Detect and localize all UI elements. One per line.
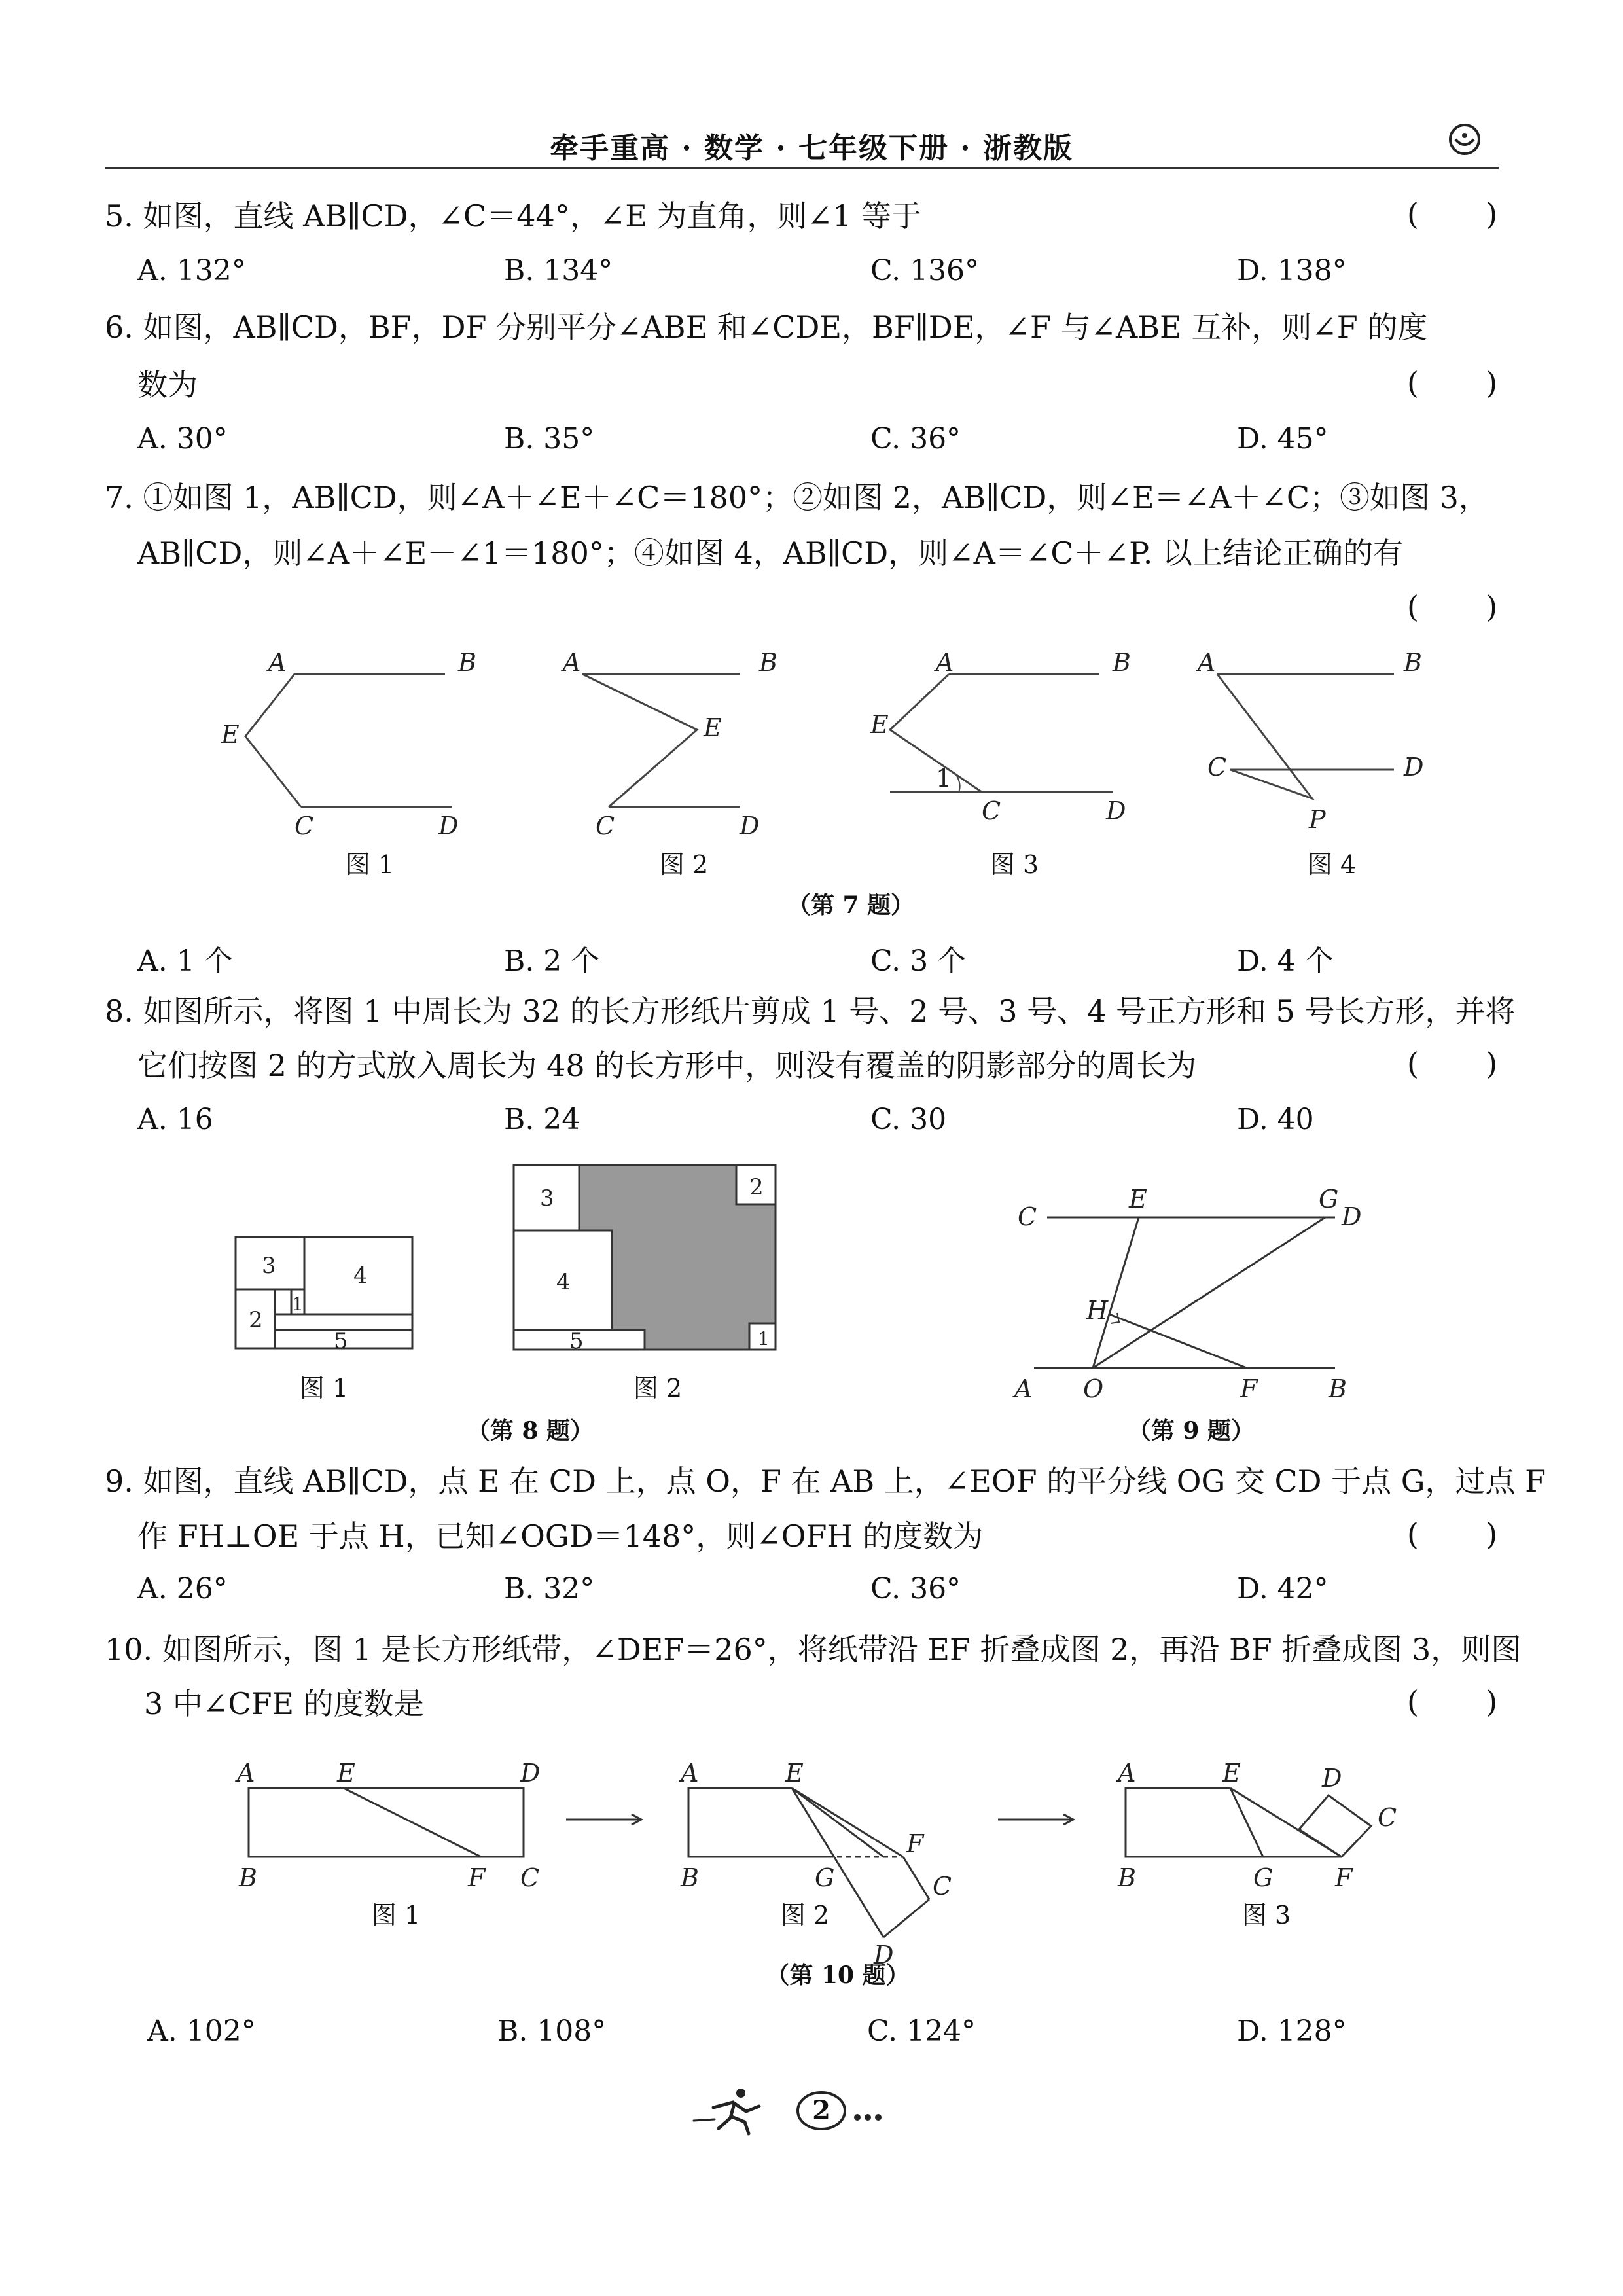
- q9-line-og: [1093, 1217, 1325, 1368]
- question-9-text-line1: 9. 如图，直线 AB∥CD，点 E 在 CD 上，点 O，F 在 AB 上，∠EOF 的平分线 OG 交 CD 于点 G，过点 F: [105, 1463, 1546, 1499]
- q10-fig2-caption: 图 2: [780, 1901, 830, 1929]
- q10-fig1-label-f: F: [468, 1863, 486, 1892]
- q7-option-c[interactable]: C. 3 个: [870, 944, 967, 978]
- q10-fig1-label-a: A: [237, 1759, 255, 1787]
- q8-option-c[interactable]: C. 30: [870, 1103, 947, 1136]
- q5-option-d[interactable]: D. 138°: [1237, 254, 1347, 287]
- q10-option-a[interactable]: A. 102°: [147, 2015, 256, 2048]
- fig4-path-apc: [1217, 674, 1312, 798]
- q10-fig3-label-c: C: [1378, 1803, 1397, 1832]
- page-footer: [681, 2081, 942, 2140]
- fig3-label-e: E: [870, 710, 889, 739]
- question-7-answer-blank[interactable]: ( ): [1407, 589, 1498, 624]
- question-7-text-line2: AB∥CD，则∠A＋∠E－∠1＝180°；④如图 4，AB∥CD，则∠A＝∠C＋∠P. 以上结论正确的有: [137, 535, 1403, 571]
- fig4-label-d: D: [1404, 753, 1424, 781]
- q8-caption: （第 8 题）: [466, 1417, 594, 1444]
- fig2-label-b: B: [759, 648, 777, 677]
- q8-fig2-label-1: 1: [758, 1328, 770, 1350]
- q7-option-d[interactable]: D. 4 个: [1237, 944, 1334, 978]
- fig3-label-1: 1: [936, 764, 952, 793]
- q10-fig2-label-f: F: [906, 1829, 924, 1858]
- q10-fig3-caption: 图 3: [1241, 1901, 1291, 1929]
- q7-fig3-caption: 图 3: [990, 850, 1039, 879]
- q9-line-oe: [1093, 1217, 1139, 1368]
- question-10-text-line1: 10. 如图所示，图 1 是长方形纸带，∠DEF＝26°，将纸带沿 EF 折叠成图 2，再沿 BF 折叠成图 3，则图: [105, 1632, 1522, 1667]
- question-5-text: 5. 如图，直线 AB∥CD，∠C＝44°，∠E 为直角，则∠1 等于: [105, 198, 921, 234]
- q9-label-d: D: [1342, 1202, 1362, 1231]
- fig3-label-a: A: [936, 648, 954, 677]
- q10-fig3-label-f: F: [1335, 1863, 1353, 1892]
- q10-fig2-label-b: B: [681, 1863, 699, 1892]
- question-6-text-line2: 数为: [137, 367, 198, 403]
- runner-icon: [694, 2089, 759, 2134]
- q7-fig2-caption: 图 2: [659, 850, 709, 879]
- q5-option-a[interactable]: A. 132°: [137, 254, 246, 287]
- q10-fig3-strip: [1126, 1788, 1342, 1857]
- q10-fig1-caption: 图 1: [371, 1901, 421, 1929]
- question-8-text-line1: 8. 如图所示，将图 1 中周长为 32 的长方形纸片剪成 1 号、2 号、3 号、4 号正方形和 5 号长方形，并将: [105, 994, 1516, 1029]
- q10-fig1-label-b: B: [239, 1863, 257, 1892]
- fig4-label-a: A: [1198, 648, 1216, 677]
- q10-fig1-strip: [249, 1788, 524, 1857]
- q10-fig2-label-d: D: [874, 1941, 894, 1969]
- fig4-label-p: P: [1309, 805, 1326, 834]
- q6-option-b[interactable]: B. 35°: [504, 422, 595, 456]
- q7-caption: （第 7 题）: [787, 891, 915, 919]
- q9-label-b: B: [1329, 1374, 1347, 1401]
- q8-fig1-label-5: 5: [334, 1328, 348, 1354]
- fig2-path-aec: [582, 674, 697, 807]
- q7-fig1-caption: 图 1: [345, 850, 395, 879]
- q8-fig1-caption: 图 1: [299, 1374, 349, 1403]
- fig4-label-b: B: [1404, 648, 1422, 677]
- fig3-label-b: B: [1113, 648, 1131, 677]
- q5-option-b[interactable]: B. 134°: [504, 254, 613, 287]
- fig1-path-aec: [245, 674, 301, 807]
- q10-option-d[interactable]: D. 128°: [1237, 2015, 1347, 2048]
- q10-fig1-label-d: D: [520, 1759, 541, 1787]
- q9-option-c[interactable]: C. 36°: [870, 1572, 961, 1605]
- q6-option-c[interactable]: C. 36°: [870, 422, 961, 456]
- q8-fig1-label-2: 2: [249, 1307, 263, 1333]
- q9-option-a[interactable]: A. 26°: [137, 1572, 228, 1605]
- q7-option-a[interactable]: A. 1 个: [137, 944, 233, 978]
- question-6-answer-blank[interactable]: ( ): [1407, 365, 1498, 401]
- header-logo-icon: [1446, 121, 1483, 158]
- fig2-label-d: D: [740, 812, 760, 840]
- question-6-text-line1: 6. 如图，AB∥CD，BF，DF 分别平分∠ABE 和∠CDE，BF∥DE，∠F 与∠ABE 互补，则∠F 的度: [105, 310, 1428, 345]
- q9-label-o: O: [1083, 1374, 1104, 1401]
- fig1-label-d: D: [438, 812, 459, 840]
- q8-fig2-label-3: 3: [540, 1185, 554, 1211]
- q10-fig2-label-c: C: [933, 1872, 952, 1901]
- question-5-answer-blank[interactable]: ( ): [1407, 196, 1498, 232]
- q9-option-b[interactable]: B. 32°: [504, 1572, 595, 1605]
- q8-fig2-caption: 图 2: [633, 1374, 683, 1403]
- question-8-text-line2: 它们按图 2 的方式放入周长为 48 的长方形中，则没有覆盖的阴影部分的周长为: [137, 1048, 1197, 1083]
- q8-fig2-label-5: 5: [569, 1328, 584, 1354]
- fig2-label-a: A: [563, 648, 581, 677]
- q8-fig2-label-4: 4: [556, 1269, 571, 1295]
- q9-label-g: G: [1319, 1185, 1339, 1213]
- page-number: 2: [812, 2095, 830, 2126]
- q10-fig1-label-e: E: [337, 1759, 355, 1787]
- question-8-answer-blank[interactable]: ( ): [1407, 1046, 1498, 1081]
- q8-fig1-label-4: 4: [353, 1263, 368, 1289]
- q10-figures: [223, 1734, 1466, 1970]
- q10-fig1-line-ef: [344, 1788, 481, 1857]
- q10-fig2-label-g: G: [815, 1863, 835, 1892]
- q9-caption: （第 9 题）: [1127, 1417, 1255, 1444]
- q8-option-b[interactable]: B. 24: [504, 1103, 580, 1136]
- question-9-answer-blank[interactable]: ( ): [1407, 1516, 1498, 1552]
- q8-fig1-label-3: 3: [262, 1253, 276, 1279]
- question-7-text-line1: 7. ①如图 1，AB∥CD，则∠A＋∠E＋∠C＝180°；②如图 2，AB∥CD，则∠E＝∠A＋∠C；③如图 3，: [105, 480, 1489, 515]
- q8-fig2-label-2: 2: [749, 1174, 764, 1200]
- q10-fig3-label-d: D: [1322, 1764, 1342, 1793]
- q10-option-b[interactable]: B. 108°: [497, 2015, 607, 2048]
- question-10-text-line2: 3 中∠CFE 的度数是: [144, 1686, 424, 1721]
- q8-fig1-label-1: 1: [292, 1293, 304, 1315]
- q7-option-b[interactable]: B. 2 个: [504, 944, 600, 978]
- fig1-label-e: E: [221, 720, 240, 749]
- q10-option-c[interactable]: C. 124°: [867, 2015, 976, 2048]
- q7-figures: [196, 641, 1472, 870]
- q8-option-a[interactable]: A. 16: [137, 1103, 213, 1136]
- q5-option-c[interactable]: C. 136°: [870, 254, 980, 287]
- q9-option-d[interactable]: D. 42°: [1237, 1572, 1329, 1605]
- fig3-label-d: D: [1106, 797, 1126, 825]
- fig2-label-e: E: [704, 713, 722, 742]
- q9-label-c: C: [1018, 1202, 1037, 1231]
- fig1-label-a: A: [268, 648, 287, 677]
- q10-fig3-label-b: B: [1118, 1863, 1136, 1892]
- question-10-answer-blank[interactable]: ( ): [1407, 1684, 1498, 1719]
- q9-line-fh: [1109, 1314, 1247, 1368]
- q10-fig2-label-e: E: [785, 1759, 804, 1787]
- q7-fig4-caption: 图 4: [1307, 850, 1357, 879]
- q10-fig1-label-c: C: [520, 1863, 540, 1892]
- q10-fig3-folded-flap: [1299, 1795, 1371, 1857]
- q10-fig3-label-e: E: [1222, 1759, 1241, 1787]
- q6-option-a[interactable]: A. 30°: [137, 422, 228, 456]
- question-9-text-line2: 作 FH⊥OE 于点 H，已知∠OGD＝148°，则∠OFH 的度数为: [137, 1518, 984, 1554]
- fig1-label-c: C: [294, 812, 314, 840]
- q10-caption: （第 10 题）: [766, 1962, 910, 1989]
- fig3-label-c: C: [982, 797, 1001, 825]
- q9-label-h: H: [1086, 1296, 1109, 1325]
- page-header-title: 牵手重高 · 数学 · 七年级下册 · 浙教版: [550, 132, 1073, 165]
- q9-label-a: A: [1014, 1374, 1033, 1401]
- q8-figures: [229, 1158, 798, 1374]
- q9-label-e: E: [1129, 1185, 1147, 1213]
- fig1-label-b: B: [458, 648, 476, 677]
- q8-option-d[interactable]: D. 40: [1237, 1103, 1314, 1136]
- q9-label-f: F: [1240, 1374, 1258, 1401]
- q6-option-d[interactable]: D. 45°: [1237, 422, 1329, 456]
- q10-fig2-label-a: A: [681, 1759, 699, 1787]
- header-divider: [105, 167, 1499, 169]
- q10-fig3-label-g: G: [1253, 1863, 1274, 1892]
- q9-figure: [995, 1172, 1453, 1401]
- q10-fig3-label-a: A: [1118, 1759, 1136, 1787]
- fig2-label-c: C: [596, 812, 615, 840]
- fig4-label-c: C: [1207, 753, 1227, 781]
